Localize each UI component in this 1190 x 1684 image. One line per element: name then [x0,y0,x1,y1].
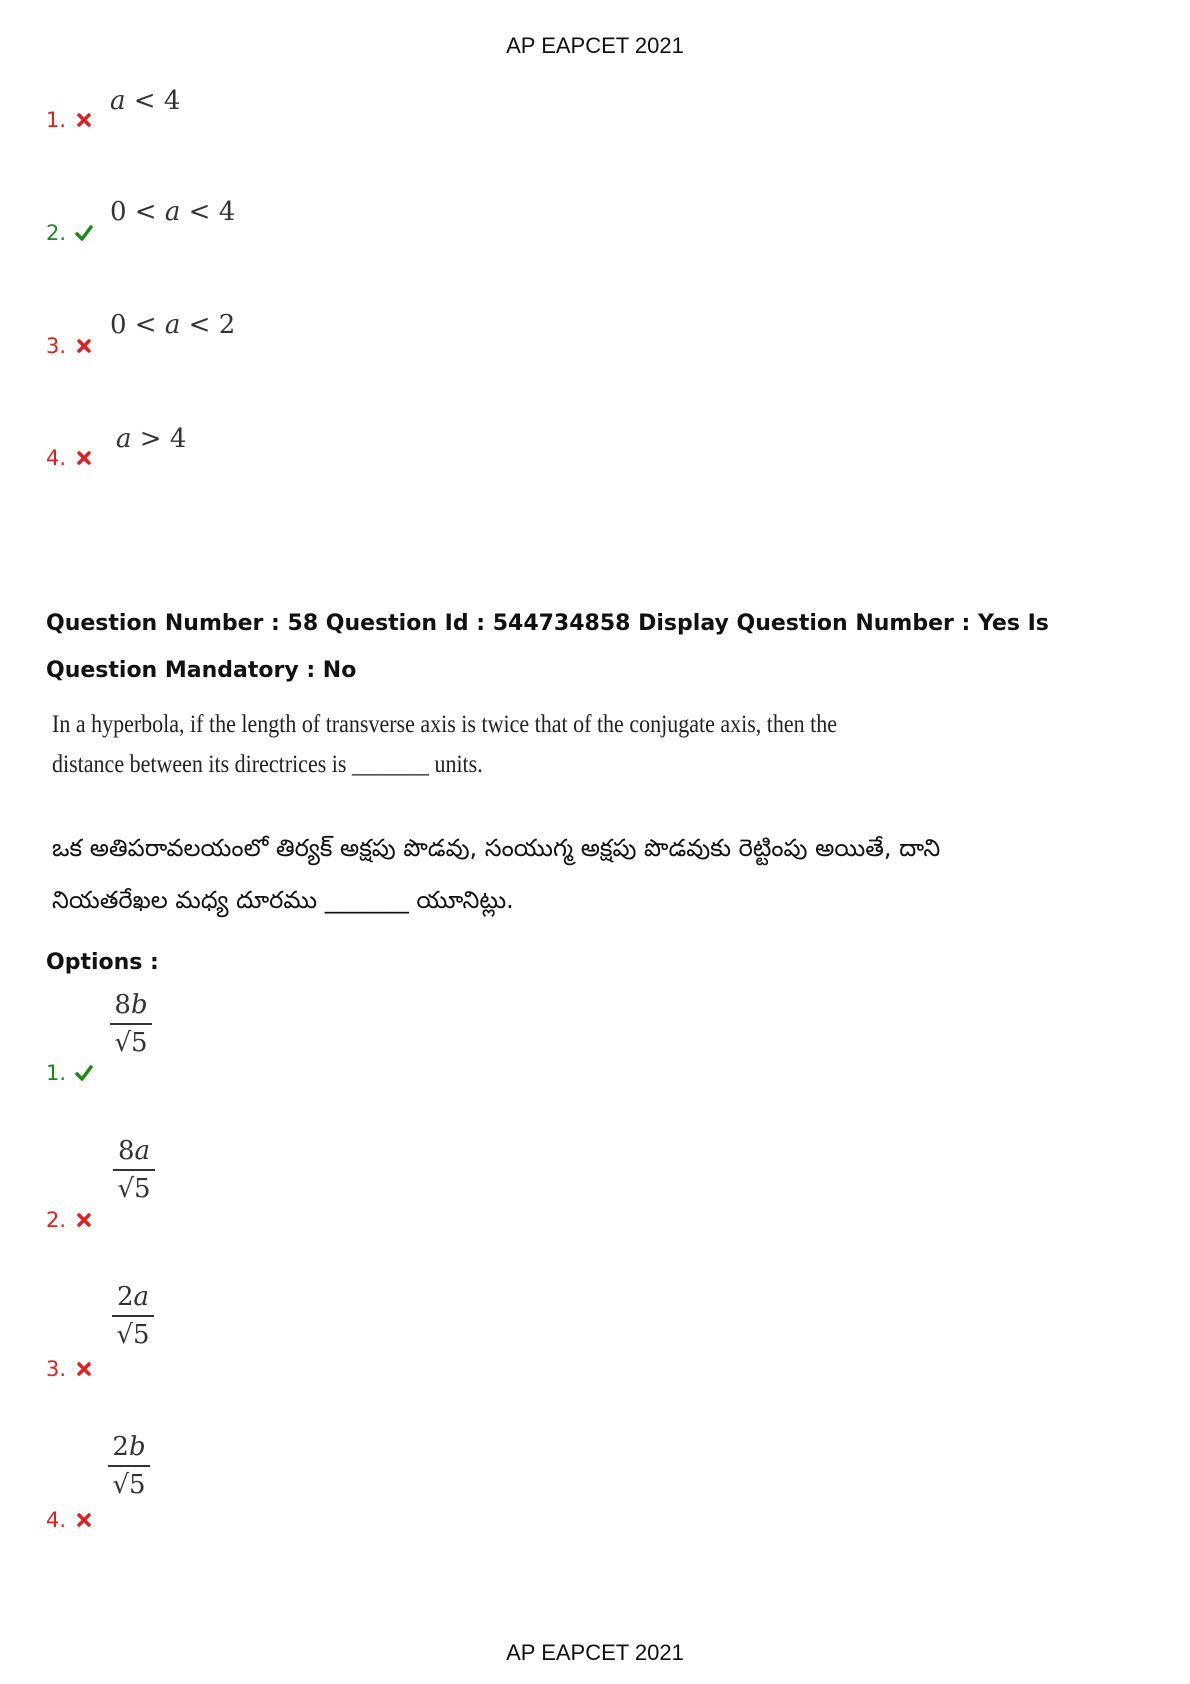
fraction-numerator: 2b [112,1432,146,1462]
fraction-numerator: 8b [114,990,148,1020]
option-3-fraction [110,1282,156,1350]
page-header: AP EAPCET 2021 [506,33,684,58]
cross-icon [74,110,94,130]
checkmark-icon [74,1063,94,1083]
option-1-fraction [108,990,154,1058]
fraction-denominator: √5 [117,1174,151,1204]
cross-icon [74,1210,94,1230]
option-number: 1. [46,108,67,132]
option-number: 4. [46,446,67,470]
option-expression: a > 4 [116,424,187,454]
question-text-en: In a hyperbola, if the length of transverse axis is twice that of the conjugate axis, then the distance between its directrices is _______ units. [52,711,838,778]
question-text-telugu [52,822,941,926]
option-expression: 0 < a < 4 [110,197,236,227]
option-number: 2. [46,221,67,245]
fraction-numerator: 8a [117,1136,151,1166]
fraction-denominator: √5 [112,1470,146,1500]
option-number: 1. [46,1061,67,1085]
cross-icon [74,1359,94,1379]
option-2-fraction [111,1136,157,1204]
option-number: 2. [46,1208,67,1232]
option-4-fraction [106,1432,152,1500]
cross-icon [74,336,94,356]
checkmark-icon [74,223,94,243]
fraction-bar [110,1023,152,1025]
fraction-denominator: √5 [116,1320,150,1350]
cross-icon [74,448,94,468]
fraction-bar [113,1169,155,1171]
option-number: 3. [46,1357,67,1381]
fraction-bar [112,1315,154,1317]
option-expression: a < 4 [110,86,181,116]
question-text-english [52,705,838,785]
question-text-te: ఒక అతిపరావలయంలో తిర్యక్ అక్షపు పొడవు, సంయుగ్మ అక్షపు పొడవుకు రెట్టింపు అయితే, దాని నియతరేఖల మధ్య దూరము _______ యూనిట్లు. [52,834,941,914]
option-number: 4. [46,1508,67,1532]
option-expression: 0 < a < 2 [110,310,236,340]
page-footer: AP EAPCET 2021 [506,1640,684,1665]
question-header: Question Number : 58 Question Id : 544734858 Display Question Number : Yes Is Question Mandatory : No [46,611,1049,683]
fraction-numerator: 2a [116,1282,150,1312]
options-label: Options : [46,950,159,975]
fraction-denominator: √5 [114,1028,148,1058]
cross-icon [74,1510,94,1530]
fraction-bar [108,1465,150,1467]
option-number: 3. [46,334,67,358]
